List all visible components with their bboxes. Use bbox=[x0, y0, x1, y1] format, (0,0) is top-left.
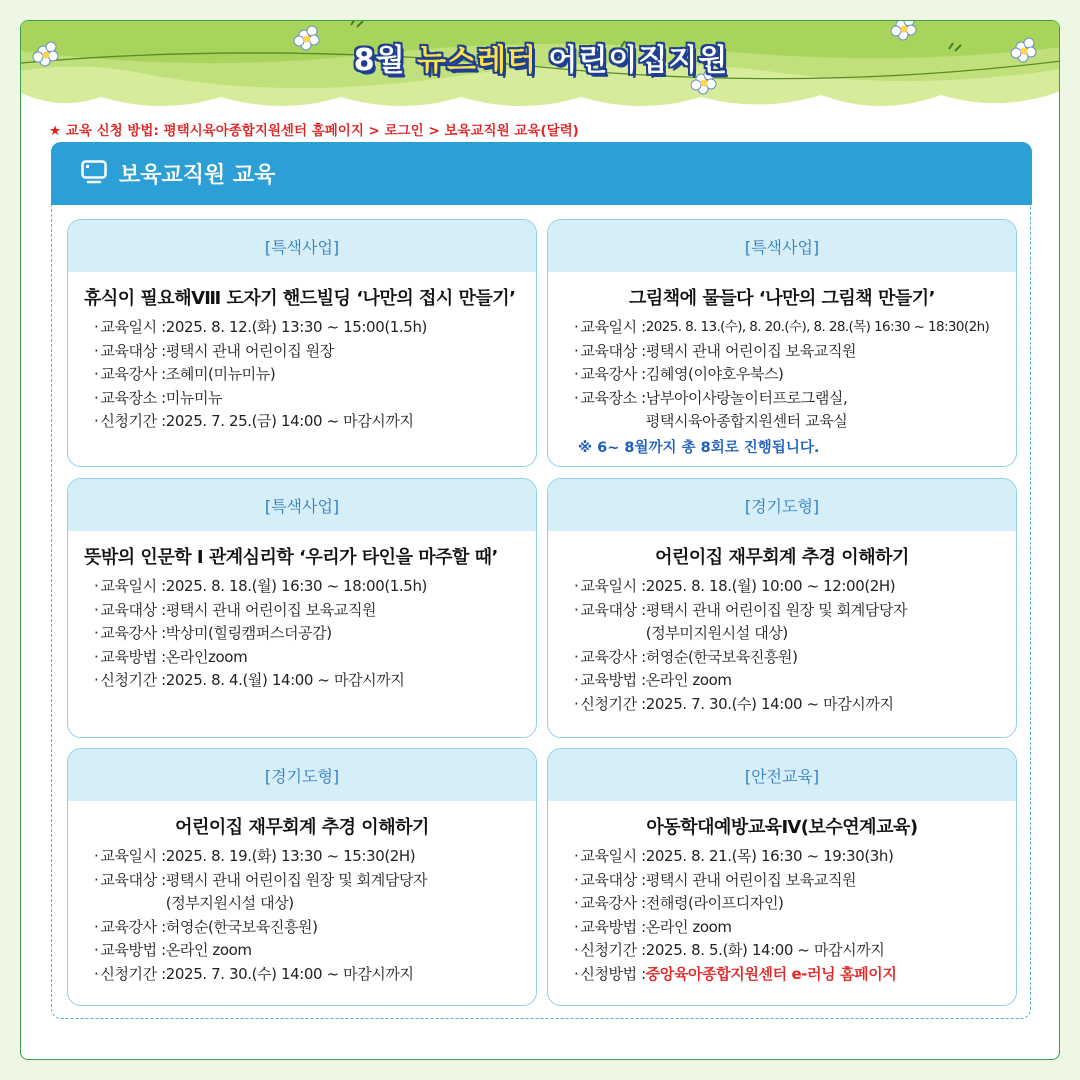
detail-row: · 교육방법 : 온라인 zoom bbox=[94, 939, 528, 963]
detail-row: · 교육방법 : 온라인 zoom bbox=[574, 669, 1008, 693]
course-details bbox=[548, 316, 1016, 434]
detail-row: · 교육일시 : 2025. 8. 13.(수), 8. 20.(수), 8. 28.(목) 16:30 ~ 18:30(2h) bbox=[574, 316, 1008, 340]
staff-education-section bbox=[51, 142, 1031, 1019]
course-card bbox=[67, 478, 537, 738]
course-card bbox=[547, 748, 1017, 1006]
elearning-link: 중앙육아종합지원센터 e-러닝 홈페이지 bbox=[645, 964, 897, 983]
detail-row: · 교육대상 : 평택시 관내 어린이집 원장 bbox=[94, 340, 528, 364]
category-label: [경기도형] bbox=[68, 749, 536, 801]
detail-row: · 교육강사 : 조혜미(미뉴미뉴) bbox=[94, 363, 528, 387]
newsletter-frame bbox=[20, 20, 1060, 1060]
category-label: [안전교육] bbox=[548, 749, 1016, 801]
section-title: 보육교직원 교육 bbox=[119, 163, 276, 188]
application-method-notice: ★ 교육 신청 방법: 평택시육아종합지원센터 홈페이지 > 로그인 > 보육교직원 교육(달력) bbox=[49, 123, 579, 139]
detail-row: · 교육강사 : 김혜영(이야호우북스) bbox=[574, 363, 1008, 387]
detail-row: · 교육일시 : 2025. 8. 21.(목) 16:30 ~ 19:30(3h) bbox=[574, 845, 1008, 869]
course-details bbox=[68, 845, 536, 986]
monitor-icon bbox=[81, 160, 107, 188]
course-card bbox=[547, 219, 1017, 467]
detail-row: · 교육일시 : 2025. 8. 12.(화) 13:30 ~ 15:00(1.5h) bbox=[94, 316, 528, 340]
course-title: 어린이집 재무회계 추경 이해하기 bbox=[175, 817, 429, 838]
detail-row: · 교육일시 : 2025. 8. 19.(화) 13:30 ~ 15:30(2H) bbox=[94, 845, 528, 869]
detail-row: · 신청방법 : 중앙육아종합지원센터 e-러닝 홈페이지 bbox=[574, 963, 1008, 987]
detail-row: · 신청기간 : 2025. 8. 5.(화) 14:00 ~ 마감시까지 bbox=[574, 939, 1008, 963]
course-title: 휴식이 필요해Ⅷ 도자기 핸드빌딩 ‘나만의 접시 만들기’ bbox=[84, 288, 516, 309]
category-label: [특색사업] bbox=[68, 220, 536, 272]
course-card bbox=[67, 219, 537, 467]
detail-row: · 교육대상 : 평택시 관내 어린이집 원장 및 회계담당자 (정부미지원시설 대상) bbox=[574, 599, 1008, 646]
detail-row: · 교육방법 : 온라인zoom bbox=[94, 646, 528, 670]
detail-row: · 신청기간 : 2025. 7. 25.(금) 14:00 ~ 마감시까지 bbox=[94, 410, 528, 434]
course-title: 아동학대예방교육Ⅳ(보수연계교육) bbox=[646, 817, 918, 838]
category-label: [특색사업] bbox=[548, 220, 1016, 272]
course-title: 어린이집 재무회계 추경 이해하기 bbox=[655, 547, 909, 568]
detail-row: · 교육대상 : 평택시 관내 어린이집 보육교직원 bbox=[574, 869, 1008, 893]
detail-row: · 교육강사 : 전해령(라이프디자인) bbox=[574, 892, 1008, 916]
course-details bbox=[68, 575, 536, 693]
course-details bbox=[548, 575, 1016, 716]
detail-row: · 교육대상 : 평택시 관내 어린이집 원장 및 회계담당자 (정부지원시설 대상) bbox=[94, 869, 528, 916]
detail-row: · 교육방법 : 온라인 zoom bbox=[574, 916, 1008, 940]
detail-row: · 교육장소 : 미뉴미뉴 bbox=[94, 387, 528, 411]
newsletter-title: 8월 뉴스레터 어린이집지원 bbox=[353, 43, 729, 78]
course-title: 뜻밖의 인문학 Ⅰ 관계심리학 ‘우리가 타인을 마주할 때’ bbox=[84, 547, 498, 568]
detail-row: · 교육강사 : 허영순(한국보육진흥원) bbox=[94, 916, 528, 940]
detail-row: · 신청기간 : 2025. 8. 4.(월) 14:00 ~ 마감시까지 bbox=[94, 669, 528, 693]
detail-row: · 신청기간 : 2025. 7. 30.(수) 14:00 ~ 마감시까지 bbox=[94, 963, 528, 987]
detail-row: · 신청기간 : 2025. 7. 30.(수) 14:00 ~ 마감시까지 bbox=[574, 693, 1008, 717]
session-note: ※ 6~ 8월까지 총 8회로 진행됩니다. bbox=[578, 439, 820, 456]
section-header bbox=[51, 142, 1032, 205]
course-details bbox=[548, 845, 1016, 986]
detail-row: · 교육대상 : 평택시 관내 어린이집 보육교직원 bbox=[574, 340, 1008, 364]
detail-row: · 교육일시 : 2025. 8. 18.(월) 10:00 ~ 12:00(2H) bbox=[574, 575, 1008, 599]
course-title: 그림책에 물들다 ‘나만의 그림책 만들기’ bbox=[629, 288, 935, 309]
course-card bbox=[67, 748, 537, 1006]
header-banner bbox=[21, 21, 1060, 131]
detail-row: · 교육장소 : 남부아이사랑놀이터프로그램실, 평택시육아종합지원센터 교육실 bbox=[574, 387, 1008, 434]
detail-row: · 교육일시 : 2025. 8. 18.(월) 16:30 ~ 18:00(1.5h) bbox=[94, 575, 528, 599]
category-label: [경기도형] bbox=[548, 479, 1016, 531]
category-label: [특색사업] bbox=[68, 479, 536, 531]
course-details bbox=[68, 316, 536, 434]
detail-row: · 교육강사 : 허영순(한국보육진흥원) bbox=[574, 646, 1008, 670]
detail-row: · 교육대상 : 평택시 관내 어린이집 보육교직원 bbox=[94, 599, 528, 623]
course-card bbox=[547, 478, 1017, 738]
detail-row: · 교육강사 : 박상미(힐링캠퍼스더공감) bbox=[94, 622, 528, 646]
